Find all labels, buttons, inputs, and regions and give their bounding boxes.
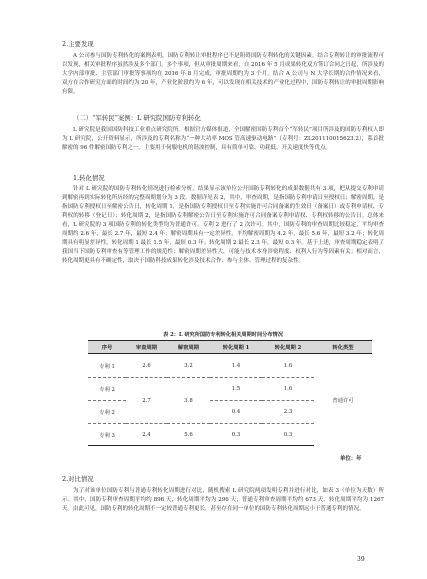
paragraph-main-findings: A 公司参与国防专利转化的案例表明，国防专利转让审批程序已不是阻碍国防专利转化的关键因素。结合专利转让的审批流程可以发现，相关审批程序虽然涉及多个部门，多个事项，但从审批周期来看，自 2016 年 5 月成果转化双方签订合同之日起，所涉及的大学内部审批、主管部门审批等事项均在 2016 年 8 月完成，审批周期约为 3 个月。结合 A 公司与 N 大学长期的合作情况来看，双方在合作研究方面的时间约为 20 年，产业化阶段约为 6 年，可以发现在相关技术的产业化过程中，国防专利转让的审批周期影响有限。: [62, 53, 384, 95]
table-unit-label: 单位：年: [340, 456, 362, 462]
cell-review: 2.4: [126, 424, 167, 446]
cell-patent-id: 专利 3: [88, 424, 126, 446]
header-conversion-period-2: 转化周期 2: [262, 341, 314, 354]
section-heading-case: （二）“军转民”案例：L 研究院国防专利转化: [73, 114, 201, 122]
cell-conversion-1: 1.4: [231, 362, 241, 369]
header-conversion-period-1: 转化周期 1: [210, 341, 262, 354]
section-heading-comparison: 2.对比情况: [62, 475, 94, 483]
page-number: 39: [357, 556, 365, 563]
table-caption: 表 2：L 研究所国防专利转化相关周期时间分布情况: [163, 332, 283, 338]
cell-conversion-1: 0.4: [210, 401, 262, 424]
cell-decrypt: 5.6: [167, 424, 210, 446]
cell-conversion-2: 0.3: [262, 424, 314, 446]
cell-review: 2.6: [142, 362, 151, 369]
table-row: [88, 354, 372, 378]
cell-conversion-1: 0.3: [210, 424, 262, 446]
cell-conversion-2: 1.6: [283, 362, 293, 369]
cell-decrypt: 3.8: [167, 378, 210, 424]
cell-conversion-type: 普通许可: [332, 397, 354, 404]
header-review-period: 审查周期: [126, 341, 167, 354]
sub-heading-conversion: 1.转化情况: [73, 174, 105, 182]
cell-conversion-1: 1.5: [210, 378, 262, 401]
paragraph-comparison: 为了对该单位国防专利与普通专利转化周期进行对比，随机搜索 L 研究院两项发明专利并进行对比，如表 3（单位为天数）所示。其中，国防专利审查周期平均约 896 天，转化周期平均为 296 天；普通专利审查周期平均约 673 天，转化周期平均为 1267 天。由此可见，国防专利的转化周期不一定较普通专利更长，甚至存在同一单位的国防专利转化周期远小于普通专利的情况。: [62, 488, 384, 512]
header-conversion-type: 转化类型: [314, 341, 372, 354]
cell-review: 2.7: [126, 378, 167, 424]
period-table: [88, 340, 372, 446]
header-decrypt-period: 解密周期: [167, 341, 210, 354]
cell-conversion-2: 1.6: [262, 378, 314, 401]
cell-patent-id: 专利 1: [99, 363, 115, 370]
section-heading-main-findings: 2.主要发现: [62, 40, 94, 48]
cell-decrypt: 3.2: [184, 362, 193, 369]
cell-conversion-2: 2.3: [262, 401, 314, 424]
paragraph-case-intro: L 研究院是我国国防科技工业重点研究院所。根据官方媒体报道，全国解密国防专利首个“军转民”项目所涉及的国防专利权人即为 L 研究院，公开资料显示，所涉及的专利名称为“一种大功率 MOS 管高速驱动电路”（专利号：ZL201110015623.2），系首批解密的 96 件解密国防专利之一。主要用于伺服电机的谐波控制，具有简单可靠、功耗低、开关速度快等优点。: [62, 127, 384, 151]
table-header-row: [88, 341, 372, 354]
header-index: 序号: [88, 341, 126, 354]
paragraph-conversion: 针对 L 研究院的国防专利转化情况进行检索分析，结果显示该单位公开国防专利转化的成果数据共有 3 项，把从提交专利申请到解密再到实际转化所历经的完整周期划分为 3 段，数据详见表 2，其中，审查周期，是指国防专利申请日至授权日；解密周期，是指国防专利授权日至解密公告日，转化周期 1，是指国防专利授权日至专利实施许可合同备案的生效日（备案日）或专利申请权、专利权的转移（登记日）；转化周期 2，是指国防专利解密公告日至专利实施许可合同备案专利申请权、专利权转移的公告日。总体来看，L 研究院的 3 项国防专利的转化类型均为普通许可，专利 2 进行了 2 次许可。其中，国防专利的审查周期比较稳定，平均审查周期约 2.6 年，最长 2.7 年，最短 2.4 年；解密周期具有一定差异性，平均解密周期为 4.2 年，最长 5.6 年，最短 3.2 年；转化周期具有明显差异性，转化周期 1 最长 1.5 年，最短 0.3 年；转化周期 2 最长 2.3 年，最短 0.3 年。基于上述，审查周期稳定表明了我国当下国防专利审查有等管理工作的规范性；解密周期差异性大，可能与技术本身涉密程度、权利人行为等因素有关；相对而言，转化周期更具有不确定性，取决于国防科技成果转化涉及技术合作、参与主体、管理过程的复杂性。: [62, 186, 384, 264]
cell-patent-id: 专利 2: [88, 401, 126, 424]
cell-patent-id: 专利 2: [88, 378, 126, 401]
